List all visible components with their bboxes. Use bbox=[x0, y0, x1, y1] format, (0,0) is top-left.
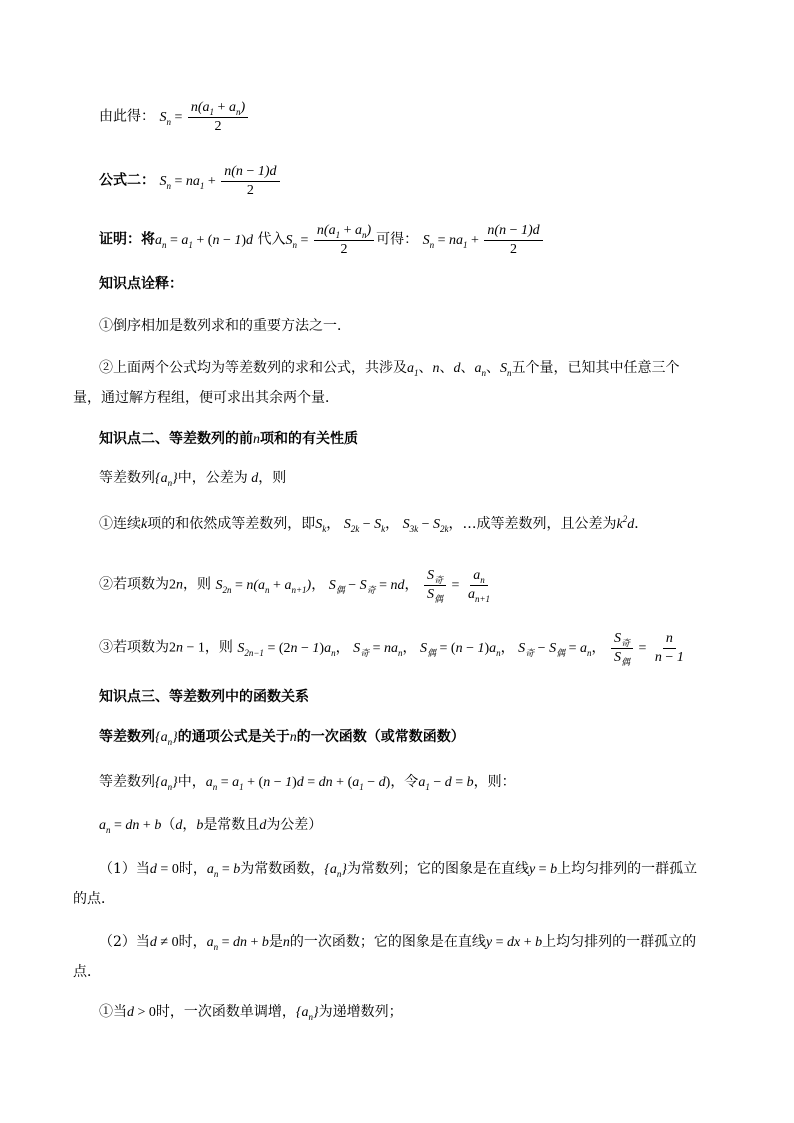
c2-cond: d ≠ 0 bbox=[149, 935, 179, 950]
q4-2n1: 2n − 1 bbox=[169, 640, 205, 656]
sub-odd: 奇 bbox=[621, 638, 631, 648]
c2-a: （2）当 bbox=[99, 934, 150, 950]
proof-label: 证明：将 bbox=[99, 231, 155, 248]
c2-d: 的一次函数；它的图象是在直线 bbox=[289, 934, 486, 950]
var-n: n bbox=[289, 730, 297, 745]
formula2-label: 公式二： bbox=[99, 172, 155, 189]
q2-end: ． bbox=[634, 516, 649, 532]
q2-formula: $S_k$， $S_{2k} - S_k$， $S_{3k} - S_{2k}$， bbox=[315, 517, 463, 534]
sub-even: 偶 bbox=[434, 594, 444, 604]
q3-a: ②若项数为 bbox=[99, 576, 169, 593]
c3-b: 时，一次函数单调增， bbox=[155, 1004, 296, 1020]
var-d: d bbox=[175, 818, 183, 833]
sub-even: 偶 bbox=[335, 584, 345, 595]
r1-formula: $a_n = a_1 + (n - 1)d$ = dn + $(a_1 - d)$ bbox=[205, 775, 391, 792]
r2-a: （ bbox=[161, 817, 176, 833]
sub-odd: 奇 bbox=[366, 584, 376, 595]
proof-get: 可得： bbox=[376, 231, 419, 248]
seq-an: $\{a_n\}$ bbox=[324, 862, 347, 879]
h2-n: n bbox=[253, 432, 260, 447]
q2-b: 项的和依然成等差数列，即 bbox=[147, 516, 316, 532]
c1-line-eq: y = b bbox=[528, 862, 558, 877]
formula2-line bbox=[99, 164, 282, 199]
proof-line bbox=[99, 223, 545, 258]
seq-an: $\{a_n\}$ bbox=[155, 730, 178, 747]
para-2-cont: 量，通过解方程组，便可求出其余两个量． bbox=[73, 390, 339, 406]
q4-b: ，则 bbox=[204, 639, 233, 656]
para-1: ①倒序相加是数列求和的重要方法之一． bbox=[99, 318, 351, 334]
c2-b: 时， bbox=[178, 934, 207, 950]
q2-line bbox=[99, 514, 648, 535]
formula1-line bbox=[99, 100, 250, 135]
q1-c: ，则 bbox=[258, 470, 287, 486]
r2-c: 是常数且 bbox=[203, 817, 260, 833]
c2-line bbox=[99, 932, 696, 953]
r1-d: ，则： bbox=[473, 774, 516, 790]
q1-a: 等差数列 bbox=[99, 470, 155, 486]
label-text: 由此得： bbox=[99, 108, 155, 125]
var-d: d bbox=[259, 818, 267, 833]
p2-vars: $a_1$、n、d、$a_n$、$S_n$ bbox=[407, 361, 512, 378]
seq-an: $\{a_n\}$ bbox=[295, 1005, 319, 1022]
var-d: d bbox=[247, 471, 259, 486]
formula-sn-2: $S_n = na_1$ + $\frac{n(n - 1)d}{2}$ bbox=[159, 174, 281, 189]
c1-e: 上均匀排列的一群孤立 bbox=[557, 861, 698, 877]
heading-2 bbox=[99, 429, 358, 450]
h2-text-b: 项和的有关性质 bbox=[260, 431, 358, 447]
explain-heading: 知识点诠释： bbox=[99, 276, 183, 292]
q3-b: ，则 bbox=[183, 576, 211, 593]
q3-2n: 2n bbox=[169, 577, 183, 593]
c3-cond: d > 0 bbox=[127, 1005, 156, 1020]
q2-c: …成等差数列，且公差为 bbox=[462, 516, 617, 532]
c2-e: 上均匀排列的一群孤立的 bbox=[542, 934, 697, 950]
c3-line bbox=[99, 1002, 403, 1023]
b1-b: 的通项公式是关于 bbox=[177, 729, 290, 745]
q4-a: ③若项数为 bbox=[99, 639, 169, 656]
sub-odd: 奇 bbox=[525, 647, 535, 658]
c1-b: 时， bbox=[178, 861, 207, 877]
r2-d: 为公差） bbox=[266, 817, 323, 833]
q2-a: ①连续 bbox=[99, 516, 141, 532]
p2-text-b: 五个量，已知其中任意三个 bbox=[511, 360, 680, 376]
q4-formula: $S_{2n-1} = (2n - 1)a_n$， $S_奇 = na_n$， $S_偶 = (n - 1)a_n$， $S_奇 - S_偶 = a_n$， $\frac{S_奇}{S_偶}$ = $\frac{n}{n - 1}$ bbox=[237, 631, 684, 667]
r1-c: ，令 bbox=[390, 774, 419, 790]
c3-c: 为递增数列； bbox=[318, 1004, 403, 1020]
formula-sn-proof: $S_n$ = $\frac{n(a_1 + a_n)}{2}$ bbox=[286, 233, 377, 248]
para-2 bbox=[99, 358, 680, 379]
formula-sn: $S_n$ = $\frac{n(a_1 + a_n)}{2}$ bbox=[159, 110, 250, 125]
p2-text-a: ②上面两个公式均为等差数列的求和公式，共涉及 bbox=[99, 360, 407, 376]
heading-3: 知识点三、等差数列中的函数关系 bbox=[99, 689, 309, 705]
q1-line bbox=[99, 468, 286, 489]
q2-diff: $k^2d$ bbox=[616, 514, 635, 532]
formula-an: $a_n = a_1 + (n - 1)d$ bbox=[155, 232, 254, 250]
sub-even: 偶 bbox=[556, 647, 566, 658]
var-n: n bbox=[282, 935, 290, 950]
b1-c: 的一次函数（或常数函数） bbox=[296, 729, 465, 745]
sub-even: 偶 bbox=[427, 647, 437, 658]
sub-odd: 奇 bbox=[434, 575, 444, 585]
r2-formula: $a_n$ = dn + b bbox=[99, 818, 162, 835]
c2-line-eq: y = dx + b bbox=[485, 935, 543, 950]
var-k: k bbox=[141, 517, 148, 532]
r2-b: ， bbox=[182, 817, 197, 833]
seq-an: $\{a_n\}$ bbox=[155, 471, 178, 488]
r1-b: 中， bbox=[177, 774, 206, 790]
h2-text-a: 知识点二、等差数列的前 bbox=[99, 431, 253, 447]
sub-odd: 奇 bbox=[360, 647, 370, 658]
q4-line bbox=[99, 631, 689, 666]
c1-cont: 的点． bbox=[73, 891, 115, 907]
c2-an: $a_n$ = dn + b bbox=[206, 935, 269, 952]
c2-c: 是 bbox=[268, 934, 283, 950]
c1-d: 为常数列；它的图象是在直线 bbox=[346, 861, 529, 877]
c2-cont: 点． bbox=[73, 964, 101, 980]
b1-a: 等差数列 bbox=[99, 729, 155, 745]
c1-c: 为常数函数， bbox=[240, 861, 325, 877]
q1-b: 中，公差为 bbox=[177, 470, 248, 486]
proof-mid: 代入 bbox=[257, 231, 286, 248]
c1-an: $a_n = b$ bbox=[206, 862, 241, 879]
c1-cond: d = 0 bbox=[149, 862, 179, 877]
var-b: b bbox=[196, 818, 204, 833]
r1-let: $a_1 - d = b$ bbox=[418, 775, 474, 792]
c3-a: ①当 bbox=[99, 1004, 127, 1020]
c1-a: （1）当 bbox=[99, 861, 150, 877]
r1-a: 等差数列 bbox=[99, 774, 155, 790]
r2-line bbox=[99, 815, 322, 836]
sub-even: 偶 bbox=[621, 657, 631, 667]
c1-line bbox=[99, 859, 697, 880]
b1-line bbox=[99, 727, 465, 748]
q3-line bbox=[99, 568, 495, 603]
r1-line bbox=[99, 772, 516, 793]
q3-formula: $S_{2n} = n(a_n + a_{n+1})$， $S_偶 - S_奇$ = nd， $\frac{S_奇}{S_偶}$ = $\frac{a_n}{a_{n+1}}$ bbox=[215, 568, 491, 604]
formula-sn-result: $S_n = na_1$ + $\frac{n(n - 1)d}{2}$ bbox=[423, 233, 545, 248]
seq-an: $\{a_n\}$ bbox=[155, 775, 178, 792]
